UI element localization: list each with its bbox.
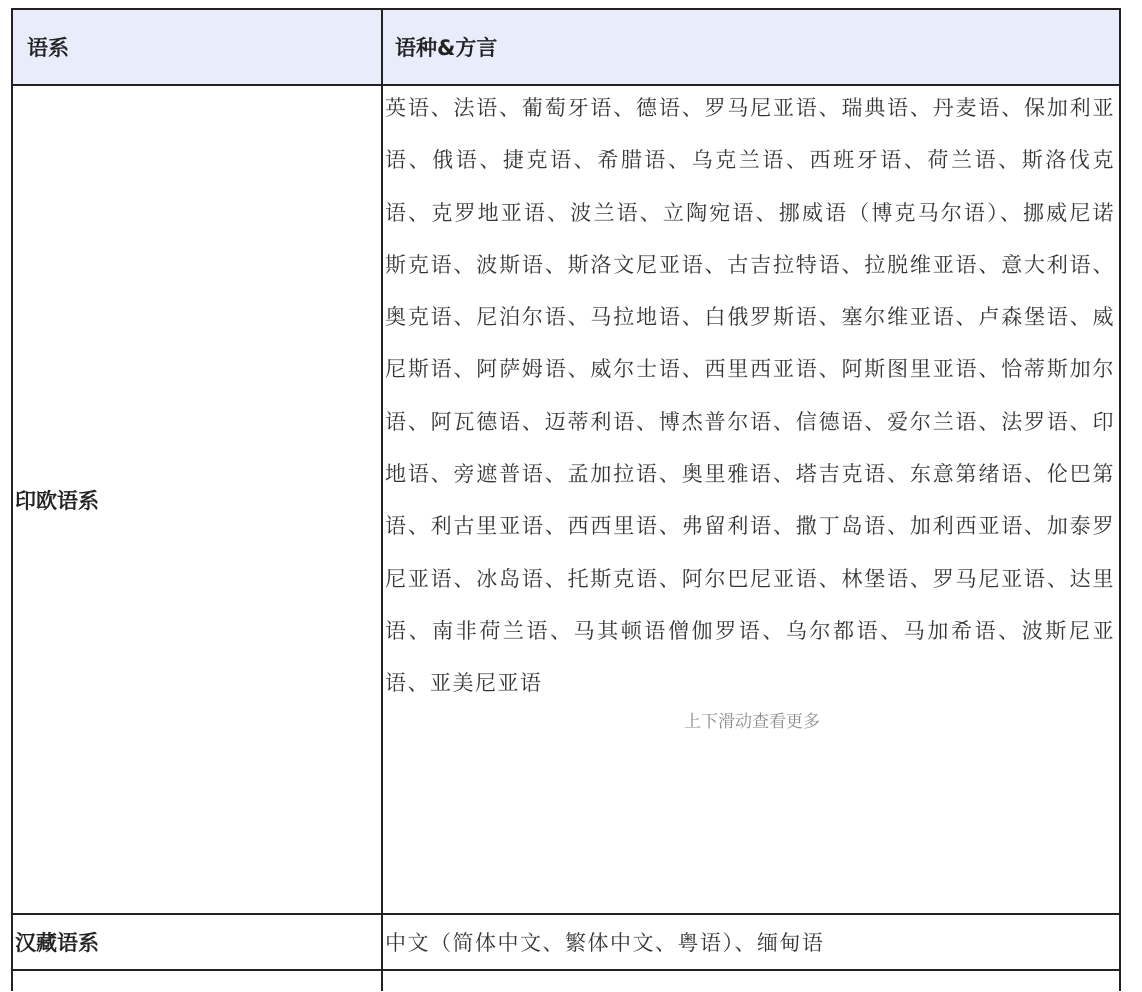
languages-list-indo-european: 英语、法语、葡萄牙语、德语、罗马尼亚语、瑞典语、丹麦语、保加利亚语、俄语、捷克语、希腊语、乌克兰语、西班牙语、荷兰语、斯洛伐克语、克罗地亚语、波兰语、立陶宛语、挪威语（博克马尔语）、挪威尼诺斯克语、波斯语、斯洛文尼亚语、古吉拉特语、拉脱维亚语、意大利语、奥克语、尼泊尔语、马拉地语、白俄罗斯语、塞尔维亚语、卢森堡语、威尼斯语、阿萨姆语、威尔士语、西里西亚语、阿斯图里亚语、恰蒂斯加尔语、阿瓦德语、迈蒂利语、博杰普尔语、信德语、爱尔兰语、法罗语、印地语、旁遮普语、孟加拉语、奥里雅语、塔吉克语、东意第绪语、伦巴第语、利古里亚语、西西里语、弗留利语、撒丁岛语、加利西亚语、加泰罗尼亚语、冰岛语、托斯克语、阿尔巴尼亚语、林堡语、罗马尼亚语、达里语、南非荷兰语、马其顿语僧伽罗语、乌尔都语、马加希语、波斯尼亚语、亚美尼亚语	[385, 96, 1115, 696]
family-label-indo-european: 印欧语系	[15, 488, 99, 513]
languages-cell-scrollable[interactable]	[383, 86, 1119, 913]
table-row	[13, 915, 1119, 971]
family-cell	[13, 971, 383, 991]
languages-cell	[383, 971, 1119, 991]
header-languages: 语种&方言	[395, 36, 498, 60]
table-header-row	[13, 10, 1119, 86]
family-cell	[13, 86, 383, 913]
languages-list-sino-tibetan: 中文（简体中文、繁体中文、粤语）、缅甸语	[385, 931, 825, 955]
header-family: 语系	[13, 10, 383, 84]
scroll-hint: 上下滑动查看更多	[684, 711, 820, 732]
table-row	[13, 86, 1119, 915]
family-label-sino-tibetan: 汉藏语系	[15, 931, 99, 955]
table-row-partial	[13, 971, 1119, 991]
family-cell	[13, 915, 383, 969]
language-family-table	[11, 8, 1121, 991]
